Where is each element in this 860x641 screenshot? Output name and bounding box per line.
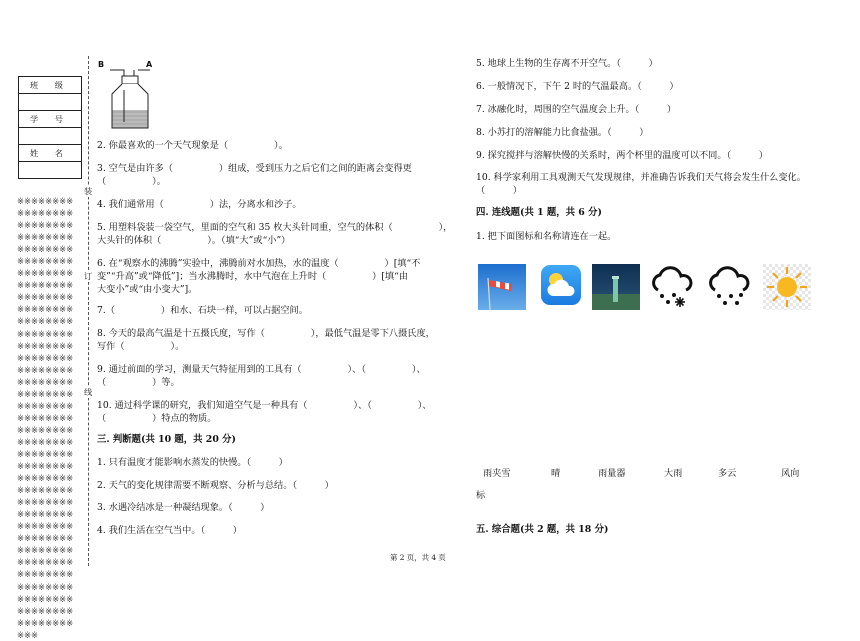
class-field[interactable] bbox=[19, 94, 82, 111]
label-a: A bbox=[146, 60, 153, 69]
question-6-line3: 大变小”或“由小变大”]。 bbox=[97, 284, 198, 295]
question-3-line1: 3. 空气是由许多（ ）组成，受到压力之后它们之间的距离会变得更 bbox=[97, 163, 412, 174]
name-rain-gauge[interactable]: 雨量器 bbox=[598, 468, 626, 479]
judge-10-line1: 10. 科学家利用工具观测天气发现规律，并准确告诉我们天气将会发生什么变化。 bbox=[476, 172, 806, 183]
question-8-line1: 8. 今天的最高气温是十五摄氏度，写作（ ），最低气温是零下八摄氏度， bbox=[97, 328, 435, 339]
student-info-table bbox=[18, 76, 82, 179]
question-8-line2: 写作（ ）。 bbox=[97, 341, 185, 352]
judge-1: 1. 只有温度才能影响水蒸发的快慢。（ ） bbox=[97, 457, 288, 468]
name-field[interactable] bbox=[19, 162, 82, 179]
question-5-line2: 大头针的体积（ ）。（填“大”或“小”） bbox=[97, 235, 291, 246]
question-6-line2: 变”“升高”或“降低”]；当水沸腾时，水中气泡在上升时（ ）[填“由 bbox=[97, 271, 408, 282]
name-cloudy[interactable]: 多云 bbox=[718, 468, 737, 479]
question-7: 7.（ ）和水、石块一样，可以占据空间。 bbox=[97, 305, 308, 316]
seal-pattern: ※※※※※※※※※※※※※※※※※※※※※※※※※※※※※※※※※※※※※※※※※※※※※※※※※※※※※※※※※※※※※※※※※※※※※※※※※※※※※※※※※※※※※※※※※※※※※※※※※※※※※※※※※※※※※※※※※※※※※※※※※※※※※※※※※※※※※※※※※※※※※※※※※※※※※※※※※※※※※※※※※※※※※※※※※※※※※※※※※※※※※※※※※※※※※※※※※※※※※※※※※※※※※※※※※※※※※※※※※※※※※※※※※※※※※※※※※※※※※※※※※※※※※※※※※※※※※※※※※※※※※※※※※※※※※※※※※※※※※※※※※※※※※※※※※※※ bbox=[17, 196, 74, 640]
judge-9: 9. 探究搅拌与溶解快慢的关系时，两个杯里的温度可以不同。（ ） bbox=[476, 150, 768, 161]
section-5-heading: 五. 综合题(共 2 题，共 18 分) bbox=[476, 524, 609, 535]
question-3-line2: （ ）。 bbox=[97, 176, 166, 187]
bind-mark-ding: 订 bbox=[84, 271, 93, 281]
question-2: 2. 你最喜欢的一个天气现象是（ ）。 bbox=[97, 140, 288, 151]
bind-mark-zhuang: 装 bbox=[84, 186, 93, 196]
partly-cloudy-icon[interactable] bbox=[539, 264, 587, 310]
page-footer: 第 2 页，共 4 页 bbox=[390, 553, 446, 562]
judge-6: 6. 一般情况下，下午 2 时的气温最高。（ ） bbox=[476, 81, 679, 92]
judge-5: 5. 地球上生物的生存离不开空气。（ ） bbox=[476, 58, 658, 69]
section-4-heading: 四. 连线题(共 1 题，共 6 分) bbox=[476, 207, 602, 218]
name-wind-vane-tail: 标 bbox=[476, 490, 486, 501]
judge-10-line2: （ ） bbox=[476, 185, 522, 196]
name-heavy-rain[interactable]: 大雨 bbox=[664, 468, 683, 479]
student-number-field[interactable] bbox=[19, 128, 82, 145]
section-3-heading: 三. 判断题(共 10 题，共 20 分) bbox=[97, 434, 236, 445]
judge-3: 3. 水遇冷结冰是一种凝结现象。（ ） bbox=[97, 502, 270, 513]
class-label: 班 级 bbox=[19, 77, 82, 94]
question-5-line1: 5. 用塑料袋装一袋空气，里面的空气和 35 枚大头针同重，空气的体积（ ）， bbox=[97, 222, 453, 233]
question-9-line1: 9. 通过前面的学习，测量天气特征用到的工具有（ ）、（ ）、 bbox=[97, 364, 426, 375]
question-10-line2: （ ）特点的物质。 bbox=[97, 413, 217, 424]
student-number-label: 学 号 bbox=[19, 111, 82, 128]
judge-8: 8. 小苏打的溶解能力比食盐强。（ ） bbox=[476, 127, 649, 138]
name-sunny[interactable]: 晴 bbox=[551, 468, 561, 479]
judge-2: 2. 天气的变化规律需要不断观察、分析与总结。（ ） bbox=[97, 480, 334, 491]
match-1: 1. 把下面图标和名称请连在一起。 bbox=[476, 231, 617, 242]
question-4: 4. 我们通常用（ ）法，分离水和沙子。 bbox=[97, 199, 302, 210]
judge-7: 7. 冰融化时，周围的空气温度会上升。（ ） bbox=[476, 104, 677, 115]
sleet-icon[interactable] bbox=[648, 264, 696, 310]
gas-bottle-diagram bbox=[98, 60, 162, 132]
question-9-line2: （ ）等。 bbox=[97, 377, 180, 388]
name-wind-vane[interactable]: 风向 bbox=[781, 468, 800, 479]
bind-mark-xian: 线 bbox=[84, 387, 93, 397]
windsock-photo[interactable] bbox=[478, 264, 526, 310]
heavy-rain-icon[interactable] bbox=[705, 264, 753, 310]
name-sleet[interactable]: 雨夹雪 bbox=[483, 468, 511, 479]
judge-4: 4. 我们生活在空气当中。（ ） bbox=[97, 525, 242, 536]
sunny-icon[interactable] bbox=[763, 264, 811, 310]
name-label: 姓 名 bbox=[19, 145, 82, 162]
question-10-line1: 10. 通过科学课的研究，我们知道空气是一种具有（ ）、（ ）、 bbox=[97, 400, 432, 411]
label-b: B bbox=[98, 60, 105, 69]
question-6-line1: 6. 在“观察水的沸腾”实验中，沸腾前对水加热，水的温度（ ）[填“不 bbox=[97, 258, 421, 269]
rain-gauge-photo[interactable] bbox=[592, 264, 640, 310]
binding-line bbox=[88, 56, 89, 566]
